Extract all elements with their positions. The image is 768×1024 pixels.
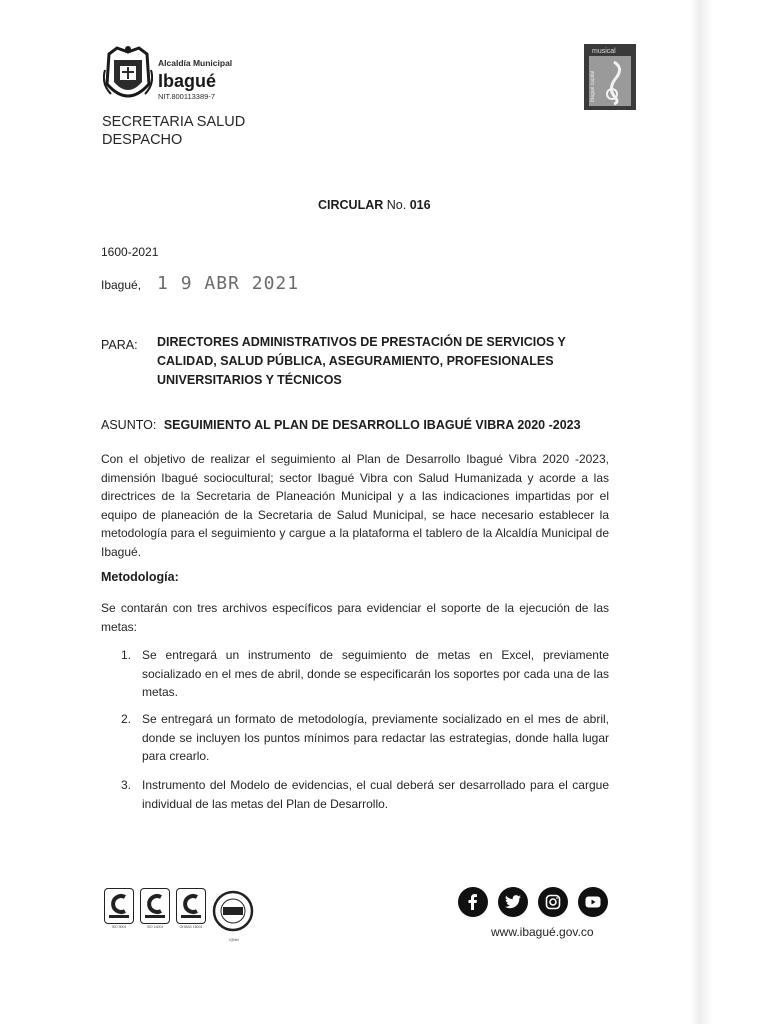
list-number: 3. [121, 778, 132, 792]
logo-top-text: Alcaldía Municipal [158, 58, 233, 68]
logo-nit: NIT.800113389-7 [158, 92, 215, 101]
circular-title [318, 198, 431, 212]
youtube-icon[interactable] [578, 887, 608, 917]
certification-caption: ISO 14001 [146, 925, 164, 929]
capital-musical-logo-icon [584, 44, 636, 110]
icontec-certification-icon [104, 888, 134, 924]
certifications [104, 888, 256, 942]
list-item [121, 710, 609, 766]
coat-of-arms-icon [103, 44, 153, 108]
department-name [102, 113, 245, 149]
asunto-line [101, 418, 581, 432]
instagram-icon[interactable] [538, 887, 568, 917]
certification-badge [104, 888, 134, 938]
svg-text:musical: musical [592, 48, 616, 55]
city-name: Ibagué, [101, 278, 142, 292]
para-recipients: DIRECTORES ADMINISTRATIVOS DE PRESTACIÓN DE SERVICIOS Y CALIDAD, SALUD PÚBLICA, ASEGURAMIENTO, PROFESIONALES UNIVERSITARIOS Y TÉCNICOS [157, 335, 566, 387]
iqnet-seal-icon [212, 890, 254, 932]
department-line-2: DESPACHO [102, 132, 183, 148]
certification-badge [176, 888, 206, 938]
list-item [121, 646, 609, 702]
list-number: 1. [121, 648, 132, 662]
circular-no-label: No. [386, 198, 407, 212]
certification-caption: OHSAS 18001 [179, 925, 203, 929]
date-stamp: 1 9 ABR 2021 [157, 273, 300, 294]
reference-number: 1600-2021 [101, 245, 159, 259]
logo-text [158, 54, 232, 101]
department-line-1: SECRETARIA SALUD [102, 114, 246, 130]
facebook-icon[interactable] [458, 887, 488, 917]
certification-caption: ISO 9001 [111, 925, 127, 929]
asunto-subject: SEGUIMIENTO AL PLAN DE DESARROLLO IBAGUÉ VIBRA 2020 -2023 [163, 418, 581, 432]
city-date-line [101, 273, 299, 294]
list-text: Se entregará un instrumento de seguimiento de metas en Excel, previamente socializado en el mes de abril, donde se especificarán los soportes por cada una de las metas. [142, 648, 609, 700]
list-text: Se entregará un formato de metodología, previamente socializado en el mes de abril, donde se incluyen los puntos mínimos para redactar las estrategias, donde halla lugar para crearlo. [142, 712, 609, 764]
certification-badge [212, 888, 256, 942]
asunto-label: ASUNTO: [101, 418, 157, 432]
certification-badge [140, 888, 170, 938]
list-item [121, 776, 609, 813]
logo-city-name: Ibagué [158, 71, 217, 91]
circular-number: 016 [409, 198, 431, 212]
paragraph-files: Se contarán con tres archivos específicos para evidenciar el soporte de la ejecución de las metas: [101, 601, 609, 634]
list-text: Instrumento del Modelo de evidencias, el cual deberá ser desarrollado para el cargue individual de las metas del Plan de Desarrollo. [142, 778, 609, 811]
alcaldia-logo [100, 42, 260, 114]
svg-text:Ibagué capital: Ibagué capital [590, 70, 596, 102]
icontec-certification-icon [176, 888, 206, 924]
paragraph-objective: Con el objetivo de realizar el seguimiento al Plan de Desarrollo Ibagué Vibra 2020 -2023, dimensión Ibagué sociocultural; sector Ibagué Vibra con Salud Humanizada y acorde a las directrices de la Secretaria de Planeación Municipal y a las indicaciones impartidas por el equipo de planeación de la Secretaria de Salud Municipal, se hace necesario establecer la metodología para el seguimiento y cargue a la plataforma el tablero de la Alcaldía Municipal de Ibagué. [101, 452, 609, 559]
circular-label: CIRCULAR [318, 198, 384, 212]
twitter-icon[interactable] [498, 887, 528, 917]
heading-metodologia: Metodología: [101, 570, 179, 584]
website-link[interactable]: www.ibagué.gov.co [491, 925, 594, 939]
certification-caption: IQNet [229, 938, 239, 942]
social-links [458, 887, 608, 917]
icontec-certification-icon [140, 888, 170, 924]
para-label: PARA: [101, 338, 138, 352]
list-number: 2. [121, 712, 132, 726]
